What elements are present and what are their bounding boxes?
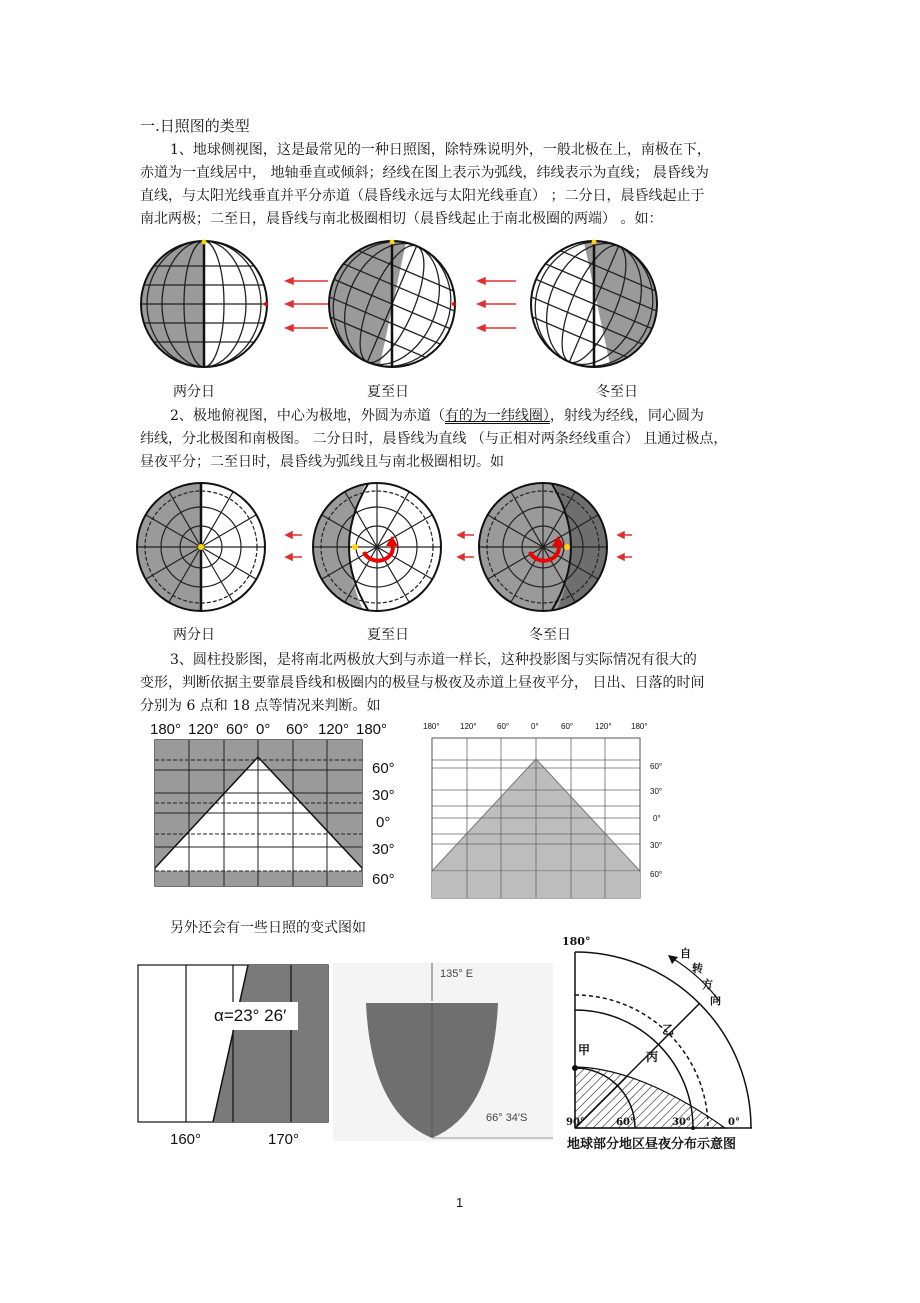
para3-line3: 分别为 6 点和 18 点等情况来判断。如 [140,698,381,714]
cyl2-top-label: 60° [497,722,510,731]
para2-line2: 纬线，分北极图和南极图。 二分日时，晨昏线为直线 （与正相对两条经线重合） 且通过极点， [140,431,728,447]
cyl1-right-label: 30° [372,787,395,804]
cyl2-right-label: 30° [650,787,663,796]
para1-line4: 南北两极；二至日，晨昏线与南北极圈相切（晨昏线起止于南北极圈的两端） 。如： [140,211,663,227]
var3-bottom-label: 90° [566,1117,585,1128]
cyl1-top-label: 180° [150,721,182,738]
cyl2-right-label: 30° [650,841,663,850]
rotation-label: 方 [702,978,713,991]
var1-bottom-label: 160° [170,1131,202,1148]
sunlight-arrows-2 [478,278,516,331]
cyl2-top-label: 180° [423,722,440,731]
var3-bottom-label: 0° [728,1117,740,1128]
row2-label-summer: 夏至日 [367,627,409,643]
cyl2-top-label: 180° [631,722,648,731]
row1-label-winter: 冬至日 [596,384,638,400]
cyl1-top-label: 60° [226,721,249,738]
cyl2-top-label: 120° [460,722,477,731]
para4-text: 另外还会有一些日照的变式图如 [170,920,366,936]
section-title: 一.日照图的类型 [140,117,250,135]
cyl2-top-label: 60° [561,722,574,731]
cyl1-top-label: 0° [256,721,271,738]
cyl1-top-label: 60° [286,721,309,738]
page-number: 1 [456,1195,464,1210]
cyl1-right-label: 30° [372,841,395,858]
var3-bottom-label: 30° [672,1117,691,1128]
cyl1-right-label: 60° [372,871,395,888]
para3-line2: 变形，判断依据主要靠晨昏线和极圈内的极昼与极夜及赤道上昼夜平分， 日出、日落的时间 [140,675,705,691]
var3-bottom-label: 60° [616,1117,635,1128]
var1-bottom-label: 170° [268,1131,300,1148]
para1-line3: 直线，与太阳光线垂直并平分赤道（晨昏线永远与太阳光线垂直） ；二分日，晨昏线起止于 [140,188,705,204]
cylinder-chart-2 [432,738,642,900]
cyl2-top-label: 120° [595,722,612,731]
polar-arrows-3 [618,532,632,560]
polar-arrows-2 [458,532,474,560]
cylinder-chart-1 [155,740,365,888]
cyl1-right-label: 60° [372,760,395,777]
var2-top-label: 135° E [440,968,474,980]
point-label-yi: 乙 [662,1023,675,1037]
polar-arrows-1 [286,532,302,560]
polar-view-figure [130,480,640,620]
row1-label-equinox: 两分日 [173,384,215,400]
side-view-globes-figure [130,238,670,376]
cyl1-right-label: 0° [376,814,391,831]
cyl2-top-labels [423,722,653,734]
cyl2-right-label: 60° [650,762,663,771]
para2-line3: 昼夜平分；二至日时，晨昏线为弧线且与南北极圈相切。如 [140,454,504,470]
cyl1-top-label: 120° [188,721,220,738]
para1-line2: 赤道为一直线居中， 地轴垂直或倾斜；经线在图上表示为弧线，纬线表示为直线； 晨昏线为 [140,165,709,181]
variant-chart-3 [560,940,760,1140]
alpha-label: α=23° 26′ [214,1006,287,1025]
cyl2-top-label: 0° [531,722,539,731]
cyl1-top-labels [150,721,390,739]
para2-line1: 2、极地俯视图，中心为极地，外圆为赤道（有的为一纬线圈），射线为经线，同心圆为 [170,408,704,424]
row2-label-winter: 冬至日 [529,627,571,643]
cyl2-right-label: 0° [653,814,661,823]
rotation-label: 向 [710,994,721,1007]
cyl2-right-label: 60° [650,870,663,879]
point-label-jia: 甲 [578,1043,591,1057]
para3-line1: 3、圆柱投影图，是将南北两极放大到与赤道一样长，这种投影图与实际情况有很大的 [170,652,697,668]
rotation-label: 自 [680,947,691,960]
cyl1-top-label: 120° [318,721,350,738]
variant-chart-1 [138,965,333,1125]
var3-top-label: 180° [562,935,591,948]
var3-caption: 地球部分地区昼夜分布示意图 [567,1137,737,1152]
var2-right-label: 66° 34′S [486,1112,528,1124]
cyl1-top-label: 180° [356,721,388,738]
row1-label-summer: 夏至日 [367,384,409,400]
para1-line1: 1、地球侧视图，这是最常见的一种日照图，除特殊说明外，一般北极在上，南极在下， [170,142,711,158]
rotation-label: 转 [692,962,703,975]
sunlight-arrows-1 [286,278,328,331]
point-label-bing: 丙 [646,1050,659,1064]
row2-label-equinox: 两分日 [173,627,215,643]
